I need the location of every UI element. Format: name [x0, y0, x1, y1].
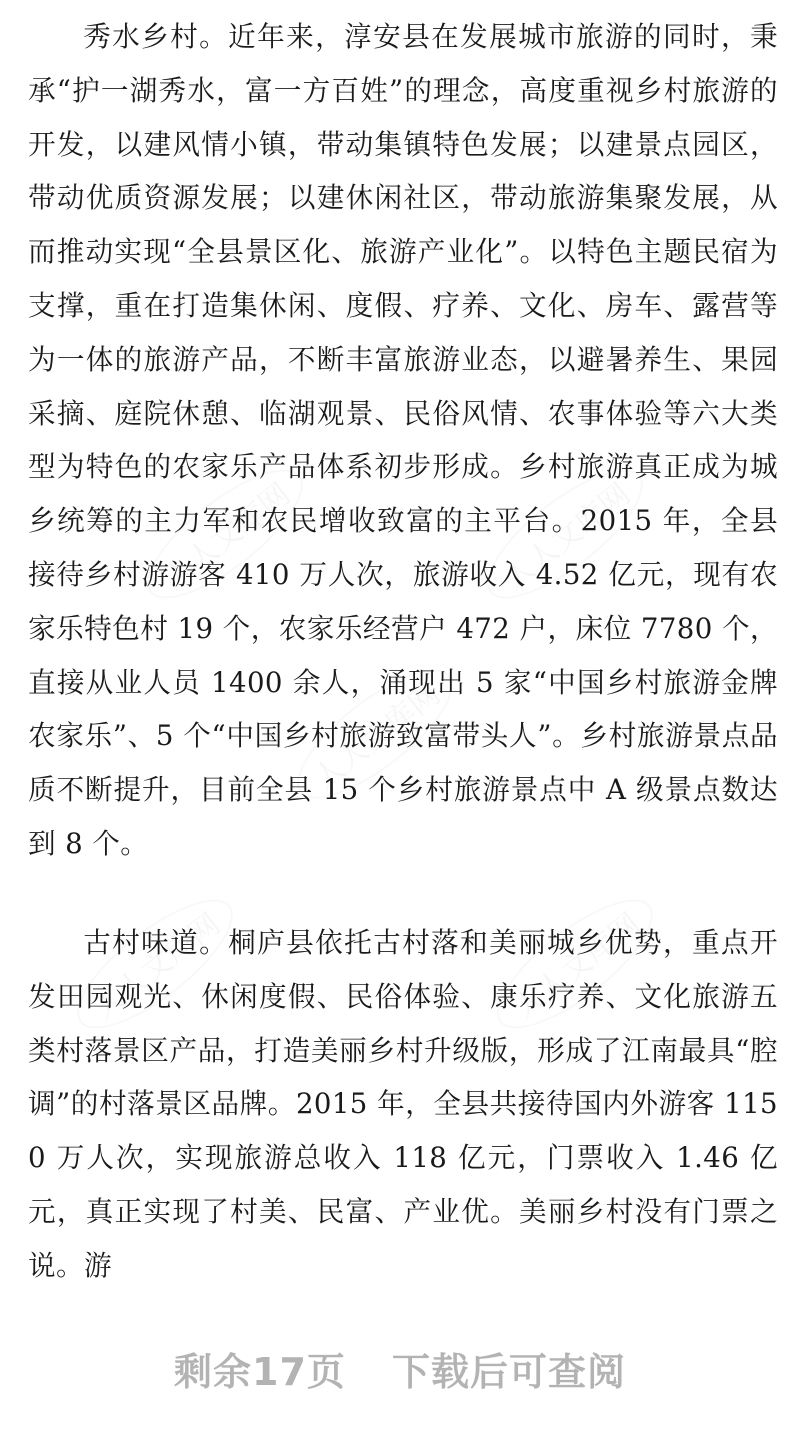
download-prompt-footer[interactable] [0, 1342, 800, 1402]
paragraph-rural-tourism-chunan: 秀水乡村。近年来，淳安县在发展城市旅游的同时，秉承“护一湖秀水，富一方百姓”的理念，高度重视乡村旅游的开发，以建风情小镇，带动集镇特色发展；以建景点园区，带动优质资源发展；以建休闲社区，带动旅游集聚发展，从而推动实现“全县景区化、旅游产业化”。以特色主题民宿为支撑，重在打造集休闲、度假、疗养、文化、房车、露营等为一体的旅游产品，不断丰富旅游业态，以避暑养生、果园采摘、庭院休憩、临湖观景、民俗风情、农事体验等六大类型为特色的农家乐产品体系初步形成。乡村旅游真正成为城乡统筹的主力军和农民增收致富的主平台。2015 年，全县接待乡村游游客 410 万人次，旅游收入 4.52 亿元，现有农家乐特色村 19 个，农家乐经营户 472 户，床位 7780 个，直接从业人员 1400 余人，涌现出 5 家“中国乡村旅游金牌农家乐”、5 个“中国乡村旅游致富带头人”。乡村旅游景点品质不断提升，目前全县 15 个乡村旅游景点中 A 级景点数达到 8 个。 [28, 20, 778, 860]
watermark-stamp: 人人文库网 [129, 449, 321, 620]
remaining-pages-label[interactable]: 剩余17页 [174, 1350, 346, 1394]
download-to-view-label[interactable]: 下载后可查阅 [391, 1350, 626, 1394]
watermark-stamp: 人人文库网 [469, 449, 661, 620]
watermark-stamp: 人人文库网 [279, 649, 471, 820]
watermark-stamp: 人人文库网 [59, 879, 251, 1050]
paragraph-ancient-village-tonglu: 古村味道。桐庐县依托古村落和美丽城乡优势，重点开发田园观光、休闲度假、民俗体验、康乐疗养、文化旅游五类村落景区产品，打造美丽乡村升级版，形成了江南最具“腔调”的村落景区品牌。2015 年，全县共接待国内外游客 1150 万人次，实现旅游总收入 118 亿元，门票收入 1.46 亿元，真正实现了村美、民富、产业优。美丽乡村没有门票之说。游 [28, 926, 778, 1282]
watermark-stamp: 人人文库网 [479, 879, 671, 1050]
